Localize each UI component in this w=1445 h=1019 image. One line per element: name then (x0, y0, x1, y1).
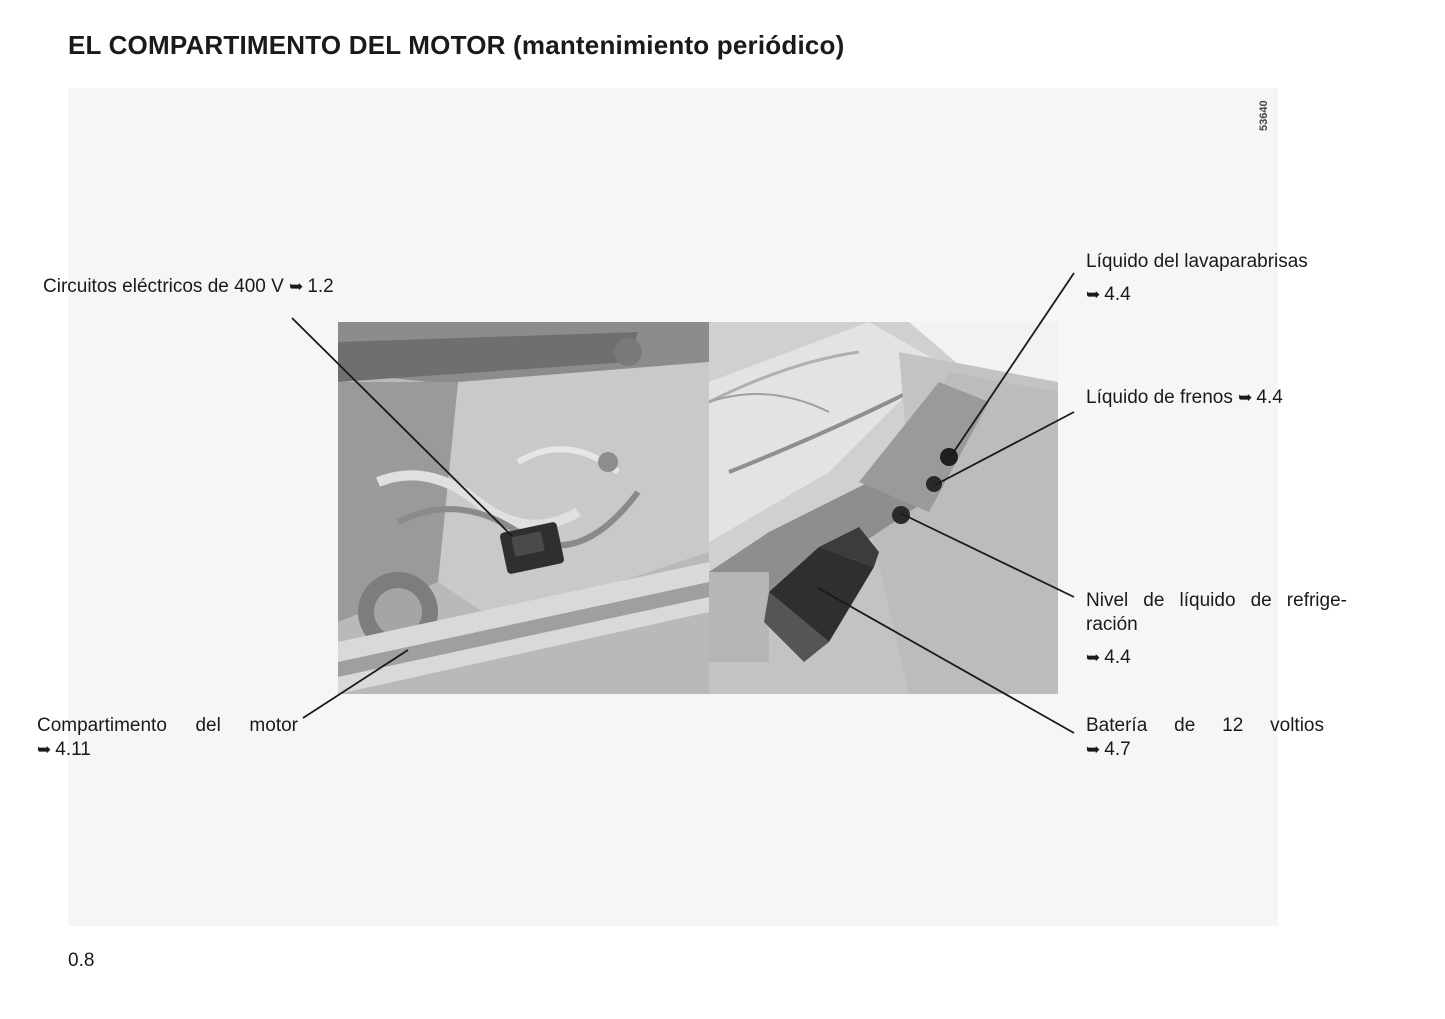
callout-electric-circuits-ref: 1.2 (307, 276, 334, 297)
callout-brake-fluid-text: Líquido de frenos (1086, 387, 1233, 408)
callout-coolant-level-ref: 4.4 (1104, 647, 1131, 668)
callout-washer-fluid (1086, 250, 1386, 307)
callout-brake-fluid (1086, 386, 1283, 410)
callout-electric-circuits-text: Circuitos eléctricos de 400 V (43, 276, 284, 297)
page-number: 0.8 (68, 950, 95, 971)
reference-arrow-icon: ➥ (1086, 285, 1101, 304)
engine-photo-left (338, 322, 709, 694)
reference-arrow-icon: ➥ (1086, 648, 1101, 667)
callout-engine-compartment-ref: 4.11 (55, 739, 91, 760)
engine-photo-right (709, 322, 1058, 694)
callout-washer-fluid-ref: 4.4 (1104, 284, 1131, 305)
callout-brake-fluid-ref: 4.4 (1256, 387, 1283, 408)
callout-battery-ref: 4.7 (1104, 739, 1131, 760)
callout-battery (1086, 714, 1324, 762)
engine-illustration-right (709, 322, 1058, 694)
page-title: EL COMPARTIMENTO DEL MOTOR (mantenimiento periódico) (68, 30, 845, 60)
reference-arrow-icon: ➥ (37, 740, 52, 759)
reference-arrow-icon: ➥ (1086, 740, 1101, 759)
reference-arrow-icon: ➥ (1238, 388, 1253, 407)
callout-coolant-level (1086, 589, 1347, 670)
callout-electric-circuits (43, 275, 334, 299)
callout-engine-compartment-text: Compartimento del motor (37, 715, 298, 736)
callout-coolant-level-text-cont: ración (1086, 614, 1138, 635)
callout-washer-fluid-text: Líquido del lavaparabrisas (1086, 251, 1308, 272)
callout-coolant-level-text: Nivel de líquido de refrige- (1086, 590, 1347, 611)
reference-arrow-icon: ➥ (289, 277, 304, 296)
callout-battery-text: Batería de 12 voltios (1086, 715, 1324, 736)
engine-illustration-left (338, 322, 709, 694)
figure-reference-number: 53640 (1258, 100, 1270, 132)
callout-engine-compartment (37, 714, 298, 762)
